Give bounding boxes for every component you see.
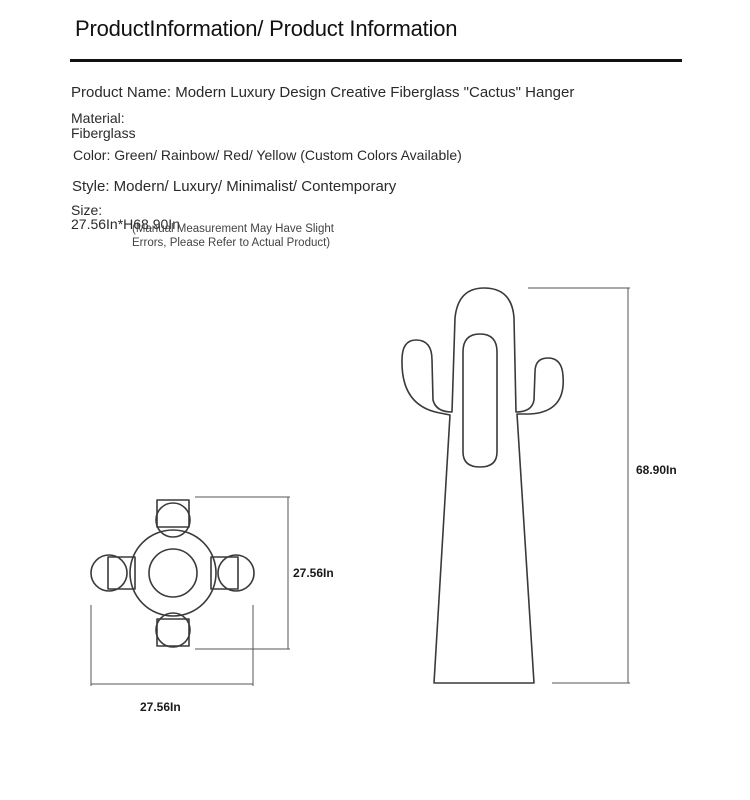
- height-dimension-label: 68.90In: [636, 463, 677, 477]
- depth-dimension-label: 27.56In: [293, 566, 334, 580]
- page-title: ProductInformation/ Product Information: [75, 16, 458, 41]
- size-label: Size:: [71, 202, 103, 218]
- depth-dimension-line: [195, 497, 290, 649]
- cactus-front-outline: [402, 288, 563, 683]
- size-value: 27.56In*H68.90In: [71, 216, 180, 232]
- measurement-note-line-1: (Manual Measurement May Have Slight: [132, 223, 334, 235]
- material-value: Fiberglass: [71, 125, 136, 141]
- color-line: Color: Green/ Rainbow/ Red/ Yellow (Custom Colors Available): [73, 147, 462, 163]
- style-line: Style: Modern/ Luxury/ Minimalist/ Contemporary: [72, 178, 397, 195]
- measurement-note-line-2: Errors, Please Refer to Actual Product): [132, 237, 331, 249]
- material-label: Material:: [71, 110, 125, 126]
- cactus-inner-arm: [463, 334, 497, 467]
- product-name: Product Name: Modern Luxury Design Creative Fiberglass "Cactus" Hanger: [71, 84, 575, 101]
- height-dimension-line: [528, 288, 630, 683]
- top-view-outline: [91, 500, 254, 647]
- width-dimension-label: 27.56In: [140, 700, 181, 714]
